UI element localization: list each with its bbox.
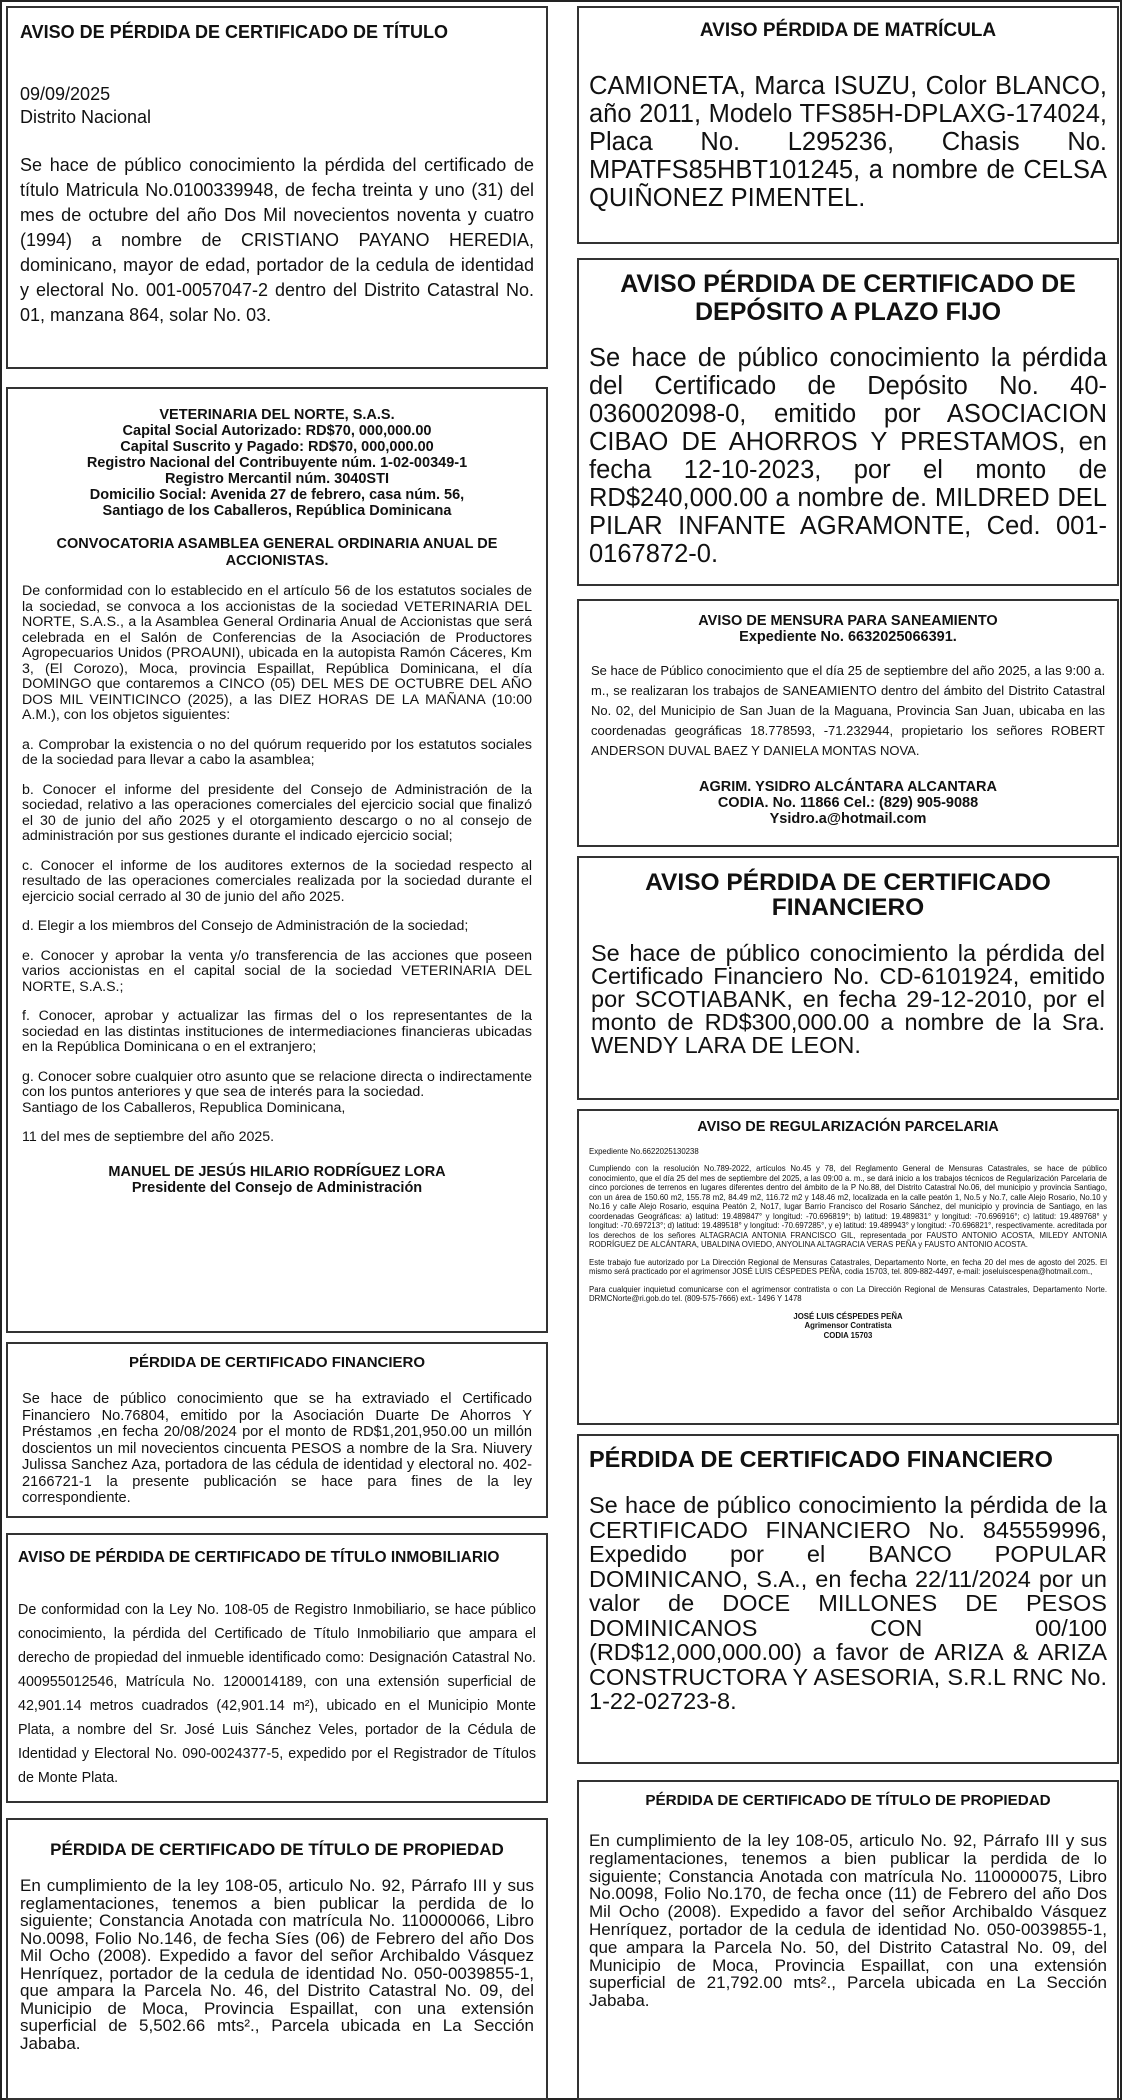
notice-lost-registration <box>577 6 1119 244</box>
notice-body: De conformidad con la Ley No. 108-05 de Registro Inmobiliario, se hace público conocimiento, la pérdida del Certificado de Título Inmobiliario que ampara el derecho de propiedad del inmueble identificado como: Designación Catastral No. 400955012546, Matrícula No. 1200014189, con una extensión superficial de 42,901.14 metros cuadrados (42,901.14 m²), ubicado en el Municipio Monte Plata, a nombre del Sr. José Luis Sánchez Veles, portador de la Cédula de Identidad y Electoral No. 090-0024377-5, expedido por el Registrador de Títulos de Monte Plata. <box>18 1602 536 1786</box>
notice-lost-property-title-1 <box>6 1818 548 2100</box>
notice-survey-sanitation <box>577 599 1119 847</box>
signer-contact: CODIA. No. 11866 Cel.: (829) 905-9088 <box>717 795 979 811</box>
signer-role: Agrimensor Contratista <box>804 1321 892 1330</box>
notice-title: AVISO DE PÉRDIDA DE CERTIFICADO DE TÍTULO INMOBILIARIO <box>18 1549 500 1566</box>
notice-title: PÉRDIDA DE CERTIFICADO DE TÍTULO DE PROPIEDAD <box>50 1840 504 1859</box>
notice-title: AVISO DE MENSURA PARA SANEAMIENTO <box>698 613 998 629</box>
signer-role: Presidente del Consejo de Administración <box>131 1179 423 1196</box>
notice-lost-title-certificate <box>6 6 548 369</box>
notice-title: AVISO PÉRDIDA DE CERTIFICADO FINANCIERO <box>645 869 1051 921</box>
notice-body: Se hace de Público conocimiento que el día 25 de septiembre del año 2025, a las 9:00 a. m., se realizaran los trabajos de SANEAMIENTO dentro del ámbito del Distrito Catastral No. 02, del Municipio de San Juan de la Maguana, Provincia San Juan, ubicaba en las coordenadas geográficas 18.778593, -71.232944, propietario los señores ROBERT ANDERSON DUVAL BAEZ Y DANIELA MONTAS NOVA. <box>591 663 1105 758</box>
notice-body: Se hace de público conocimiento la pérdida del certificado de título Matricula No.0100339948, de fecha treinta y uno (31) del mes de octubre del año Dos Mil novecientos noventa y cuatro (1994) a nombre de CRISTIANO PAYANO HEREDIA, dominicano, mayor de edad, portador de la cedula de identidad y electoral No. 001-0057047-2 dentro del Distrito Catastral No. 01, manzana 864, solar No. 03. <box>20 155 534 325</box>
company-capital-authorized: Capital Social Autorizado: RD$70, 000,000.00 <box>122 423 432 439</box>
agenda-item: e. Conocer y aprobar la venta y/o transferencia de las acciones que poseen varios accionistas en el capital social de la sociedad VETERINARIA DEL NORTE, S.A.S.; <box>22 947 532 995</box>
company-address: Domicilio Social: Avenida 27 de febrero, casa núm. 56, <box>89 487 465 503</box>
notice-body-authorization: Este trabajo fue autorizado por La Dirección Regional de Mensuras Catastrales, Departamento Norte, en fecha 20 del mes de agosto del 2025. El mismo será practicado por el agrimensor JOSÉ LUIS CÉSPEDES PEÑA, codia 15703, tel. 809-882-4497, e-mail: joseluiscespena@hotmail.com., <box>589 1257 1107 1276</box>
notice-lost-financial-certificate <box>6 1342 548 1518</box>
notice-body-contact: Para cualquier inquietud comunicarse con el agrimensor contratista o con La Dirección Regional de Mensuras Catastrales, Departamento Norte. DRMCNorte@ri.gob.do tel. (809-575-7666) ext.- 1496 Y 1478 <box>589 1284 1107 1303</box>
signer-name: MANUEL DE JESÚS HILARIO RODRÍGUEZ LORA <box>108 1163 446 1180</box>
notice-title: AVISO DE PÉRDIDA DE CERTIFICADO DE TÍTULO <box>20 22 449 42</box>
notice-lost-fixed-deposit <box>577 258 1119 586</box>
company-registry: Registro Mercantil núm. 3040STI <box>164 471 389 487</box>
notice-body: Se hace de público conocimiento la pérdida del Certificado de Depósito No. 40-036002098-0, emitido por ASOCIACION CIBAO DE AHORROS Y PRESTAMOS, en fecha 12-10-2023, por el monto de RD$240,000.00 a nombre de. MILDRED DEL PILAR INFANTE AGRAMONTE, Ced. 001-0167872-0. <box>589 344 1107 568</box>
company-header <box>22 407 532 519</box>
notice-body: CAMIONETA, Marca ISUZU, Color BLANCO, año 2011, Modelo TFS85H-DPLAXG-174024, Placa No. L295236, Chasis No. MPATFS85HBT101245, a nombre de CELSA QUIÑONEZ PIMENTEL. <box>589 72 1107 212</box>
notice-title: AVISO DE REGULARIZACIÓN PARCELARIA <box>697 1119 999 1135</box>
company-rnc: Registro Nacional del Contribuyente núm. 1-02-00349-1 <box>86 455 468 471</box>
notice-title: AVISO PÉRDIDA DE MATRÍCULA <box>699 20 997 41</box>
notice-lost-financial-certificate-2 <box>577 856 1119 1100</box>
agenda-item: b. Conocer el informe del presidente del Consejo de Administración de la sociedad, relativo a las operaciones comerciales del ejercicio social que finalizó el 30 de junio del año 2025 y el otorgamiento descargo o no al consejo de administración por sus gestiones durante el indicado ejercicio social; <box>22 781 532 844</box>
notice-city-line: Santiago de los Caballeros, Republica Dominicana, <box>22 1099 346 1116</box>
notice-place: Distrito Nacional <box>20 107 152 127</box>
signer-codia: CODIA 15703 <box>823 1330 873 1340</box>
notice-title: PÉRDIDA DE CERTIFICADO DE TÍTULO DE PROPIEDAD <box>645 1792 1051 1809</box>
notice-date: 09/09/2025 <box>20 84 111 104</box>
notice-file-number: Expediente No. 6632025066391. <box>739 629 957 645</box>
notice-body: Se hace de público conocimiento que se ha extraviado el Certificado Financiero No.76804, emitido por la Asociación Duarte De Ahorros Y Préstamos ,en fecha 20/08/2024 por el monto de RD$1,201,950.00 un millón doscientos un mil novecientos cincuenta PESOS a nombre de la Sra. Niuvery Julissa Sanchez Aza, portadora de las cédula de identidad y electoral no. 402-2166721-1 la presente publicación se hace para fines de la ley correspondiente. <box>22 1391 532 1506</box>
notice-title: CONVOCATORIA ASAMBLEA GENERAL ORDINARIA ANUAL DE ACCIONISTAS. <box>56 536 498 569</box>
notice-paragraph: De conformidad con lo establecido en el artículo 56 de los estatutos sociales de la sociedad, se convoca a los accionistas de la sociedad VETERINARIA DEL NORTE, S.A.S., a la Asamblea General Ordinaria Anual de Accionistas que será celebrada en el Salón de Conferencias de la Asociación de Productores Agropecuarios Unidos (PROAUNI), ubicada en la autopista Ramón Cáceres, Km 3, (El Corozo), Moca, provincia Espaillat, República Dominicana, el día DOMINGO que contaremos a CINCO (05) DEL MES DE OCTUBRE DEL AÑO DOS MIL VEINTICINCO (2025), a las DIEZ HORAS DE LA MAÑANA (10:00 A.M.), con los objetos siguientes: <box>22 583 532 723</box>
notice-shareholders-meeting <box>6 387 548 1333</box>
notice-title: PÉRDIDA DE CERTIFICADO FINANCIERO <box>589 1446 1053 1472</box>
company-name: VETERINARIA DEL NORTE, S.A.S. <box>159 407 395 423</box>
signer-name: JOSÉ LUIS CÉSPEDES PEÑA <box>793 1311 903 1321</box>
notice-body: Se hace de público conocimiento la pérdida de la CERTIFICADO FINANCIERO No. 845559996, Expedido por el BANCO POPULAR DOMINICANO, S.A., en fecha 22/11/2024 por un valor de DOCE MILLONES DE PESOS DOMINICANOS CON 00/100 (RD$12,000,000.00) a favor de ARIZA & ARIZA CONSTRUCTORA Y ASESORIA, S.R.L RNC No. 1-22-02723-8. <box>589 1492 1107 1714</box>
notice-date-line: 11 del mes de septiembre del año 2025. <box>22 1129 275 1145</box>
company-city: Santiago de los Caballeros, República Dominicana <box>102 503 452 519</box>
agenda-item: d. Elegir a los miembros del Consejo de Administración de la sociedad; <box>22 918 469 934</box>
agenda-item: c. Conocer el informe de los auditores externos de la sociedad respecto al resultado de las operaciones comerciales realizada por la sociedad durante el ejercicio social cerrado al 30 de junio del año 2025. <box>22 857 532 905</box>
agenda-item: f. Conocer, aprobar y actualizar las firmas del o los representantes de la sociedad en las distintas instituciones de intermediaciones financieras ubicadas en la República Dominicana o en el extranjero; <box>22 1008 532 1055</box>
notice-title: PÉRDIDA DE CERTIFICADO FINANCIERO <box>128 1354 426 1371</box>
notice-title: AVISO PÉRDIDA DE CERTIFICADO DE DEPÓSITO A PLAZO FIJO <box>620 270 1076 326</box>
notice-parcel-regularization <box>577 1109 1119 1425</box>
notice-lost-financial-certificate-3 <box>577 1434 1119 1764</box>
notice-body: Cumpliendo con la resolución No.789-2022, artículos No.45 y 78, del Reglamento General de Mensuras Catastrales, se hace de público conocimiento, que el día 25 del mes de septiembre del 2025, a las 09:00 a. m., se dará inicio a los trabajos técnicos de Regularización Parcelaria de cinco porciones de terrenos en lugares diferentes dentro del ámbito de la P No.88, del Distrito Catastral No.06, del municipio y provincia Santiago, con un área de 150.60 m2, 155.78 m2, 84.49 m2, 116.72 m2 y 148.46 m2, localizada en la calle peatón 1, No.5 y No.7, calle Alejo Rosario, No.10 y No.16 y calle Alejo Rosario, esquina Peatón 2, No17, lugar Barrio Francisco del Rosario Sánchez, del municipio y provincia de Santiago, en las coordenadas Geográficas: a) latitud: 19.489847° y longitud: -70.696819°; b) latitud: 19.489831° y longitud: -70.696916°; c) latitud: 19.489768° y longitud: -70.697213°; d) latitud: 19.489518° y longitud: -70.697285°, y e) latitud: 19.489943° y longitud: -70.696821°, respectivamente. acreditada por los derechos de los señores ALTAGRACIA ANTONIA FRANCISCO GIL, representada por FAUSTO ANTONIO ACOSTA, MILEDY ANTONIA RODRÍGUEZ DE ALCÁNTARA, UBALDINA OVIEDO, ANYOLINA ALTAGRACIA VERAS PEÑA y FAUSTO ANTONIO ACOSTA. <box>589 1164 1107 1249</box>
company-capital-paid: Capital Suscrito y Pagado: RD$70, 000,000.00 <box>120 439 434 455</box>
notice-lost-real-estate-title <box>6 1533 548 1803</box>
notice-file-number: Expediente No.6622025130238 <box>589 1147 699 1156</box>
notice-body: En cumplimiento de la ley 108-05, articulo No. 92, Párrafo III y sus reglamentaciones, tenemos a bien publicar la perdida de lo siguiente; Constancia Anotada con matrícula No. 110000066, Libro No.0098, Folio No.146, de fecha Síes (06) de Febrero del año Dos Mil Ocho (2008). Expedido a favor del señor Archibaldo Vásquez Henríquez, portador de la cedula de identidad No. 050-0039855-1, que ampara la Parcela No. 46, del Distrito Catastral No. 09, del Municipio de Moca, Provincia Espaillat, con una extensión superficial de 5,502.66 mts²., Parcela ubicada en La Sección Jababa. <box>20 1876 534 2053</box>
notice-lost-property-title-2 <box>577 1780 1119 2100</box>
notice-body: En cumplimiento de la ley 108-05, articulo No. 92, Párrafo III y sus reglamentaciones, tenemos a bien publicar la perdida de lo siguiente; Constancia Anotada con matrícula No. 110000075, Libro No.0098, Folio No.170, de fecha once (11) de Febrero del año Dos Mil Ocho (2008). Expedido a favor del señor Archibaldo Vásquez Henríquez, portador de la cedula de identidad No. 050-0039855-1, que ampara la Parcela No. 50, del Distrito Catastral No. 09, del Municipio de Moca, Provincia Espaillat, con una extensión superficial de 21,792.00 mts²., Parcela ubicada en La Sección Jababa. <box>589 1831 1107 2011</box>
signer-email: Ysidro.a@hotmail.com <box>769 811 927 827</box>
agenda-item: g. Conocer sobre cualquier otro asunto que se relacione directa o indirectamente con los puntos anteriores y que sea de interés para la sociedad. <box>22 1068 532 1100</box>
agenda-item: a. Comprobar la existencia o no del quórum requerido por los estatutos sociales de la sociedad para llevar a cabo la asamblea; <box>22 736 532 768</box>
notice-body: Se hace de público conocimiento la pérdida del Certificado Financiero No. CD-6101924, emitido por SCOTIABANK, en fecha 29-12-2010, por el monto de RD$300,000.00 a nombre de la Sra. WENDY LARA DE LEON. <box>591 940 1105 1058</box>
signer-name: AGRIM. YSIDRO ALCÁNTARA ALCANTARA <box>698 779 998 795</box>
